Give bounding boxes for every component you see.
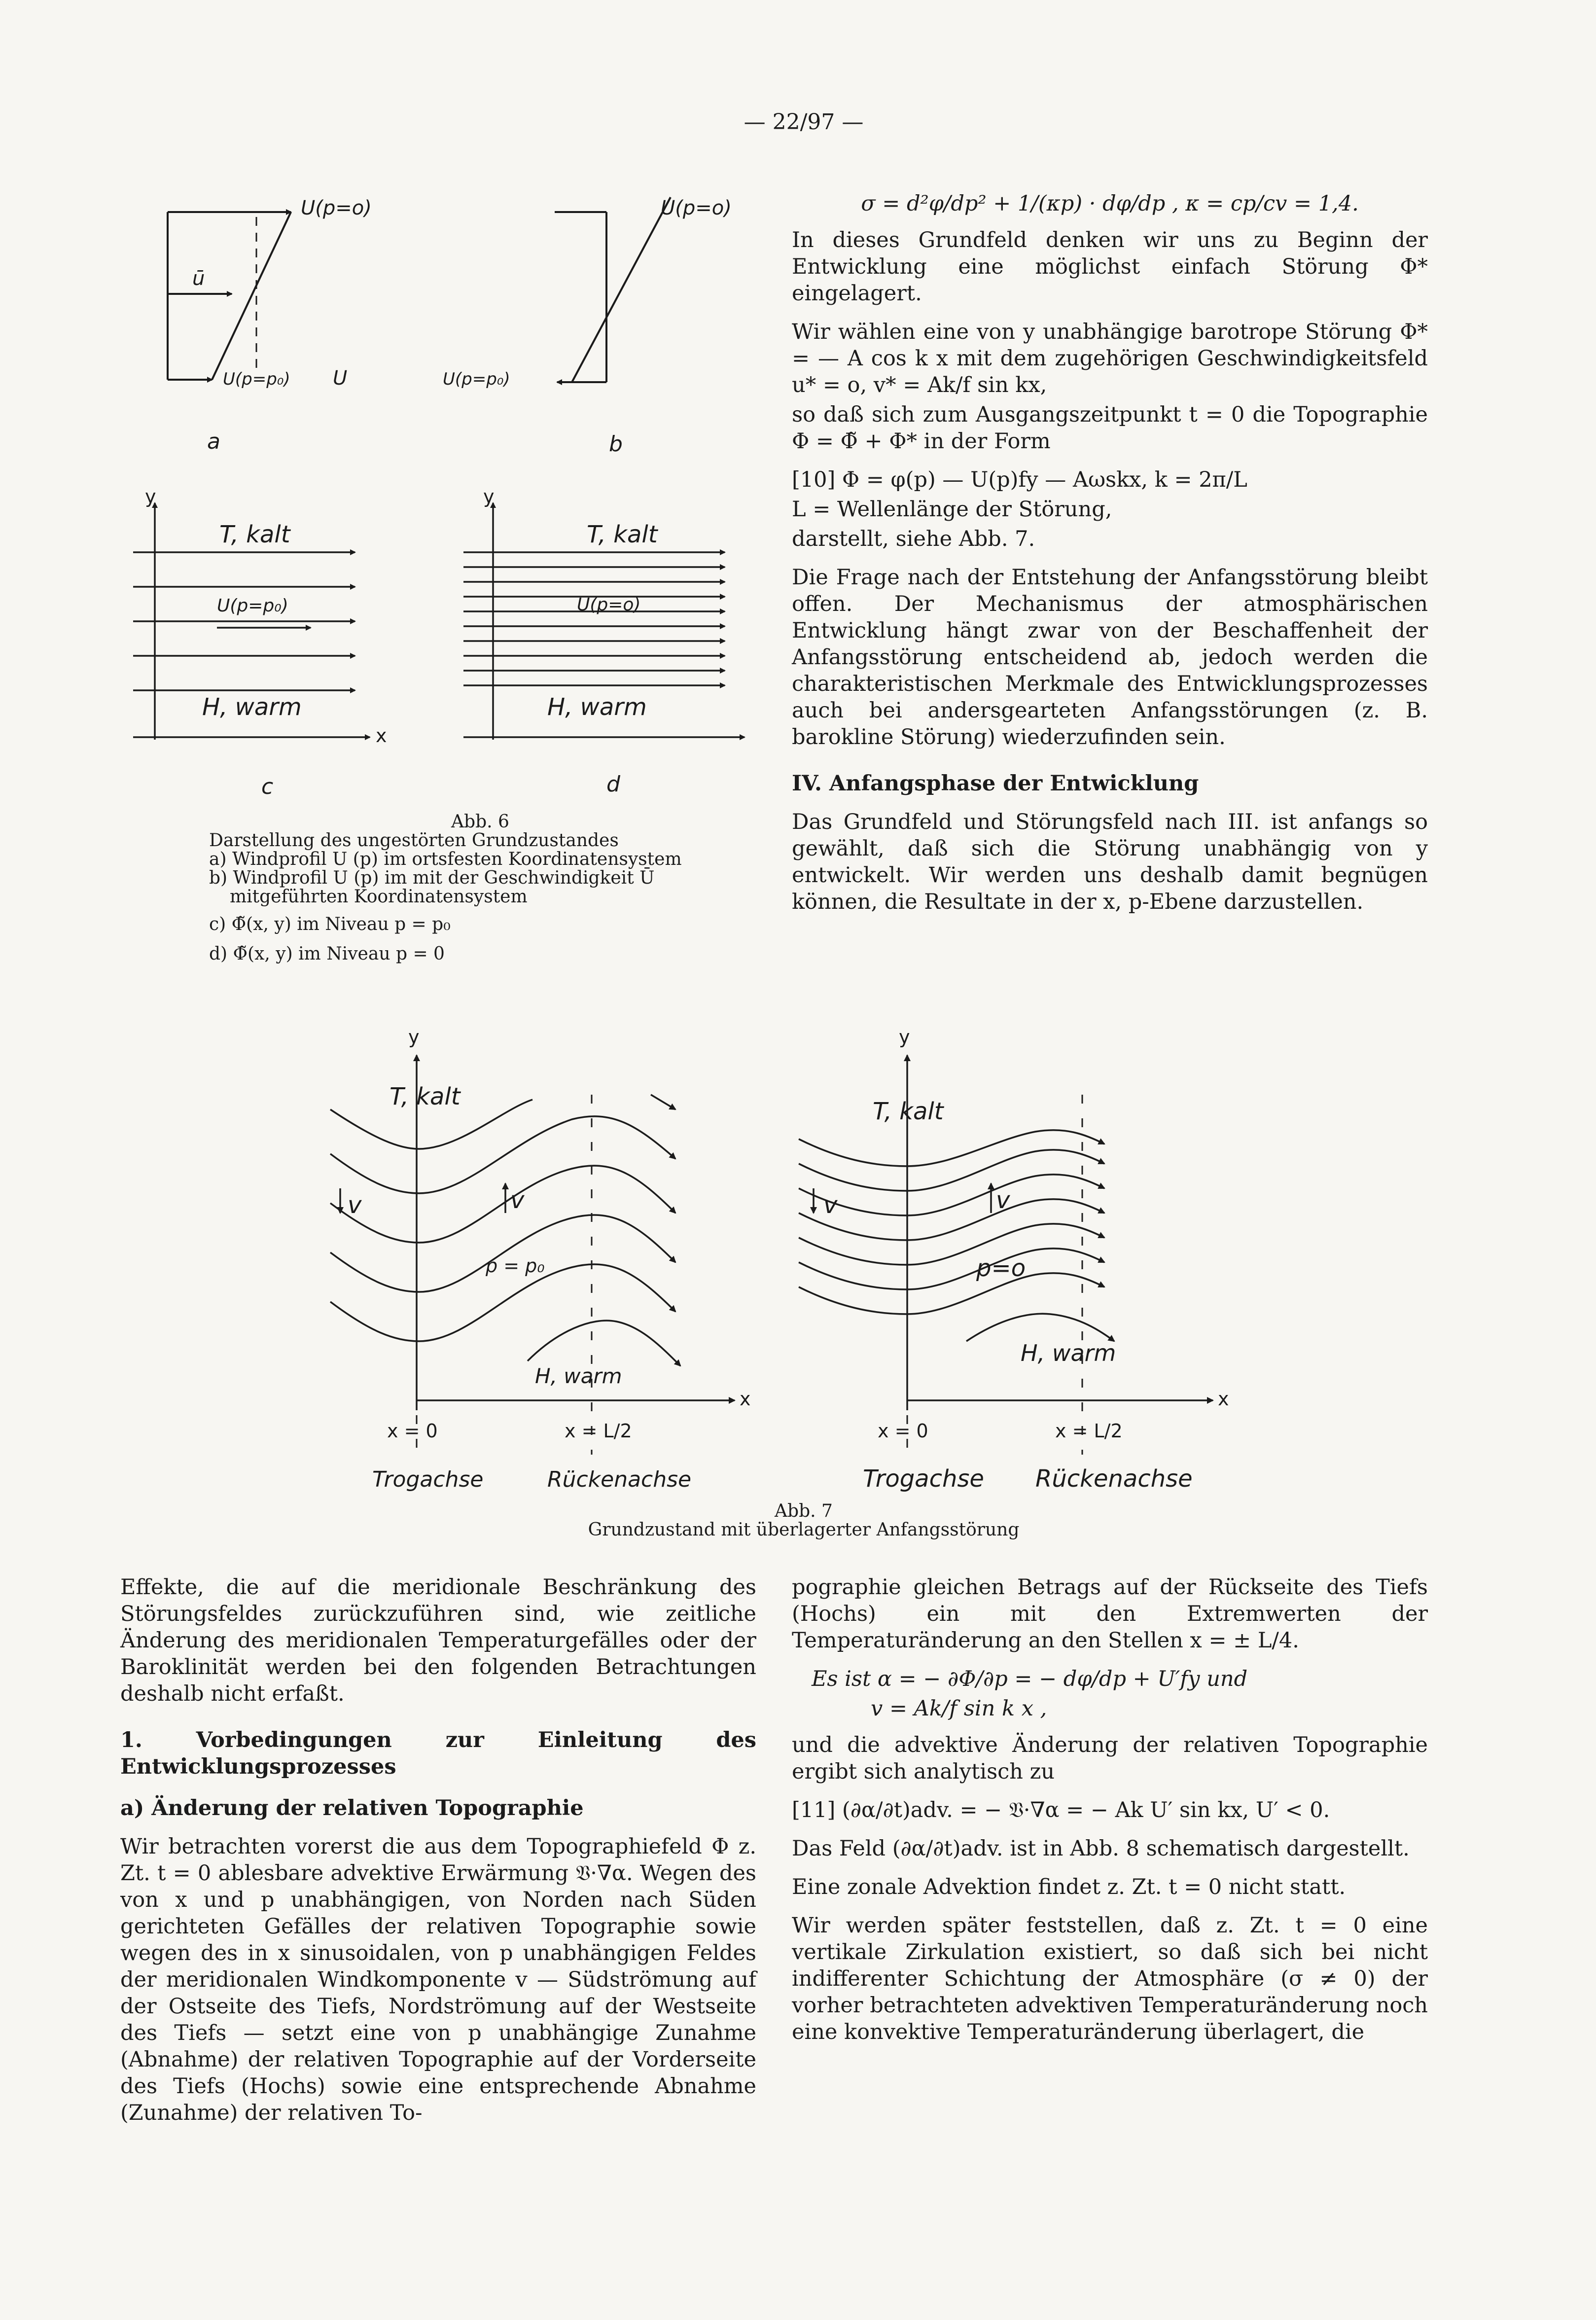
subsection-heading: a) Änderung der relativen Topographie xyxy=(120,1796,584,1820)
fig6-caption-line: Darstellung des ungestörten Grundzustandes xyxy=(209,830,619,851)
fig7-caption-text: Grundzustand mit überlagerter Anfangsstörung xyxy=(588,1520,1020,1540)
fig6a-mean-label: ū xyxy=(192,267,205,290)
fig7-left-v2: v xyxy=(510,1186,525,1214)
paragraph: Effekte, die auf die meridionale Beschränkung des Störungsfeldes zurückzuführen sind, wie zeitliche Änderung des meridionalen Temperaturgefälles oder der Baroklinität werden bei den folgenden Betrachtungen deshalb nicht erfaßt. xyxy=(120,1575,756,1706)
fig7-left-xL: x = L/2 xyxy=(565,1420,632,1442)
fig7-left-axis1: Trogachse xyxy=(372,1467,484,1492)
fig6a-axis-label: U xyxy=(333,367,348,390)
fig6-panel-a xyxy=(168,212,291,380)
paragraph: Eine zonale Advektion findet z. Zt. t = 0 nicht statt. xyxy=(792,1875,1346,1899)
fig6d-top-label: T, kalt xyxy=(587,521,658,548)
fig7-right-axis2: Rückenachse xyxy=(1035,1465,1193,1493)
paragraph: so daß sich zum Ausgangszeitpunkt t = 0 die Topographie Φ = Φ̃ + Φ* in der Form xyxy=(792,402,1428,454)
fig7-right-axis1: Trogachse xyxy=(863,1465,984,1493)
fig7-caption xyxy=(444,1502,1164,1539)
formula-sigma: σ = d²φ/dp² + 1/(κp) · dφ/dp , κ = cp/cv = 1,4. xyxy=(861,191,1359,216)
fig6-panel-b xyxy=(555,197,671,382)
subsection-heading: 1. Vorbedingungen zur Einleitung des Entwicklungsprozesses xyxy=(120,1728,756,1779)
fig7-right-xL: x = L/2 xyxy=(1055,1420,1123,1442)
paragraph: L = Wellenlänge der Störung, xyxy=(792,497,1112,522)
figure-7 xyxy=(296,1026,1282,1494)
fig6-caption-line: mitgeführten Koordinatensystem xyxy=(230,887,528,907)
paragraph: Das Grundfeld und Störungsfeld nach III. ist anfangs so gewählt, daß sich die Störung unabhängig von y entwickelt. Wir werden uns deshalb damit begnügen können, die Resultate in der x, p-Ebene darzustellen. xyxy=(792,810,1428,914)
figure-6 xyxy=(113,187,769,819)
fig6-caption-title: Abb. 6 xyxy=(451,812,509,832)
paragraph: Wir betrachten vorerst die aus dem Topographiefeld Φ z. Zt. t = 0 ablesbare advektive Erwärmung 𝔙·∇α. Wegen des von x und p unabhängigen, von Norden nach Süden gerichteten Gefälles der relativen Topographie sowie wegen des in x sinusoidalen, von p unabhängigen Feldes der meridionalen Windkomponente v — Südströmung auf der Ostseite des Tiefs, Nordströmung auf der Westseite des Tiefs — setzt eine von p unabhängige Zunahme (Abnahme) der relativen Topographie auf der Vorderseite des Tiefs (Hochs) sowie eine entsprechende Abnahme (Zunahme) der relativen To- xyxy=(120,1834,756,2125)
paragraph: In dieses Grundfeld denken wir uns zu Beginn der Entwicklung eine möglichst einfach Störung Φ* eingelagert. xyxy=(792,228,1428,306)
fig6-caption-line: b) Windprofil U (p) im mit der Geschwindigkeit Ū xyxy=(209,868,655,888)
fig7-left-x0: x = 0 xyxy=(387,1420,438,1442)
paragraph: darstellt, siehe Abb. 7. xyxy=(792,527,1035,551)
fig6d-y-label: y xyxy=(483,486,495,507)
fig6a-letter: a xyxy=(207,429,220,454)
fig6d-mid-label: U(p=o) xyxy=(577,595,641,615)
fig6-caption-line: d) Φ̃(x, y) im Niveau p = 0 xyxy=(209,944,445,964)
fig6-caption xyxy=(209,813,751,964)
fig7-left-v1: v xyxy=(348,1191,362,1219)
fig7-left-top-label: T, kalt xyxy=(390,1083,461,1110)
formula-alpha: Es ist α = − ∂Φ/∂p = − dφ/dp + U′fy und xyxy=(812,1667,1248,1691)
fig7-right-v1: v xyxy=(823,1191,838,1219)
right-column-bottom xyxy=(792,1574,1428,2057)
fig6c-y-label: y xyxy=(145,486,156,507)
fig6-caption-line: a) Windprofil U (p) im ortsfesten Koordinatensystem xyxy=(209,849,682,869)
fig7-right-x0: x = 0 xyxy=(878,1420,928,1442)
fig7-caption-title: Abb. 7 xyxy=(775,1501,833,1521)
page-number: — 22/97 — xyxy=(744,109,864,135)
fig7-right-bottom-label: H, warm xyxy=(1021,1340,1116,1366)
fig7-left-y-label: y xyxy=(408,1026,420,1048)
fig7-left-axis2: Rückenachse xyxy=(547,1467,692,1492)
paragraph: und die advektive Änderung der relativen Topographie ergibt sich analytisch zu xyxy=(792,1733,1428,1784)
fig7-left-x-label: x xyxy=(740,1388,751,1410)
paragraph: pographie gleichen Betrags auf der Rückseite des Tiefs (Hochs) ein mit den Extremwerten der Temperaturänderung an den Stellen x = ± L/4. xyxy=(792,1575,1428,1653)
fig7-right-y-label: y xyxy=(899,1026,910,1048)
fig6a-bottom-label: U(p=p₀) xyxy=(223,369,290,389)
fig6b-letter: b xyxy=(609,431,623,457)
fig6c-mid-label: U(p=p₀) xyxy=(217,596,288,616)
fig7-left-bottom-label: H, warm xyxy=(535,1364,622,1388)
paragraph: Das Feld (∂α/∂t)adv. ist in Abb. 8 schematisch dargestellt. xyxy=(792,1836,1410,1861)
left-column-bottom xyxy=(120,1574,756,2138)
fig6b-bottom-label: U(p=p₀) xyxy=(443,369,510,389)
fig6c-letter: c xyxy=(261,774,274,799)
right-column-top xyxy=(792,187,1428,927)
fig6a-top-label: U(p=o) xyxy=(301,197,372,219)
fig6b-top-label: U(p=o) xyxy=(661,197,732,219)
fig6d-bottom-label: H, warm xyxy=(547,693,647,721)
fig7-left-level: p = p₀ xyxy=(486,1255,545,1277)
section-heading: IV. Anfangsphase der Entwicklung xyxy=(792,771,1199,796)
fig7-right-top-label: T, kalt xyxy=(873,1098,944,1125)
fig6c-top-label: T, kalt xyxy=(219,521,290,548)
fig7-right-x-label: x xyxy=(1218,1388,1229,1410)
fig6c-x-label: x xyxy=(376,725,387,747)
fig7-right-v2: v xyxy=(996,1186,1010,1214)
fig6-caption-line: c) Φ̃(x, y) im Niveau p = p₀ xyxy=(209,914,451,934)
formula-v: v = Ak/f sin k x , xyxy=(871,1696,1047,1721)
equation-10: [10] Φ = φ(p) — U(p)fy — Aωskx, k = 2π/L xyxy=(792,467,1247,492)
paragraph: Die Frage nach der Entstehung der Anfangsstörung bleibt offen. Der Mechanismus der atmosphärischen Entwicklung hängt zwar von der Beschaffenheit der Anfangsstörung entscheidend ab, jedoch werden die charakteristischen Merkmale des Entwicklungsprozesses auch bei andersgearteten Anfangsstörungen (z. B. barokline Störung) wiederzufinden sein. xyxy=(792,565,1428,750)
paragraph: Wir wählen eine von y unabhängige barotrope Störung Φ* = — A cos k x mit dem zugehörigen Geschwindigkeitsfeld u* = o, v* = Ak/f sin kx, xyxy=(792,320,1428,397)
fig6c-bottom-label: H, warm xyxy=(202,693,302,721)
fig6d-letter: d xyxy=(606,772,620,797)
fig7-right-level: p=o xyxy=(976,1254,1026,1282)
equation-11: [11] (∂α/∂t)adv. = − 𝔙·∇α = − Ak U′ sin kx, U′ < 0. xyxy=(792,1798,1330,1822)
paragraph: Wir werden später feststellen, daß z. Zt. t = 0 eine vertikale Zirkulation existiert, so daß sich bei nicht indifferenter Schichtung der Atmosphäre (σ ≠ 0) der vorher betrachteten advektiven Temperaturänderung noch eine konvektive Temperaturänderung überlagert, die xyxy=(792,1913,1428,2044)
